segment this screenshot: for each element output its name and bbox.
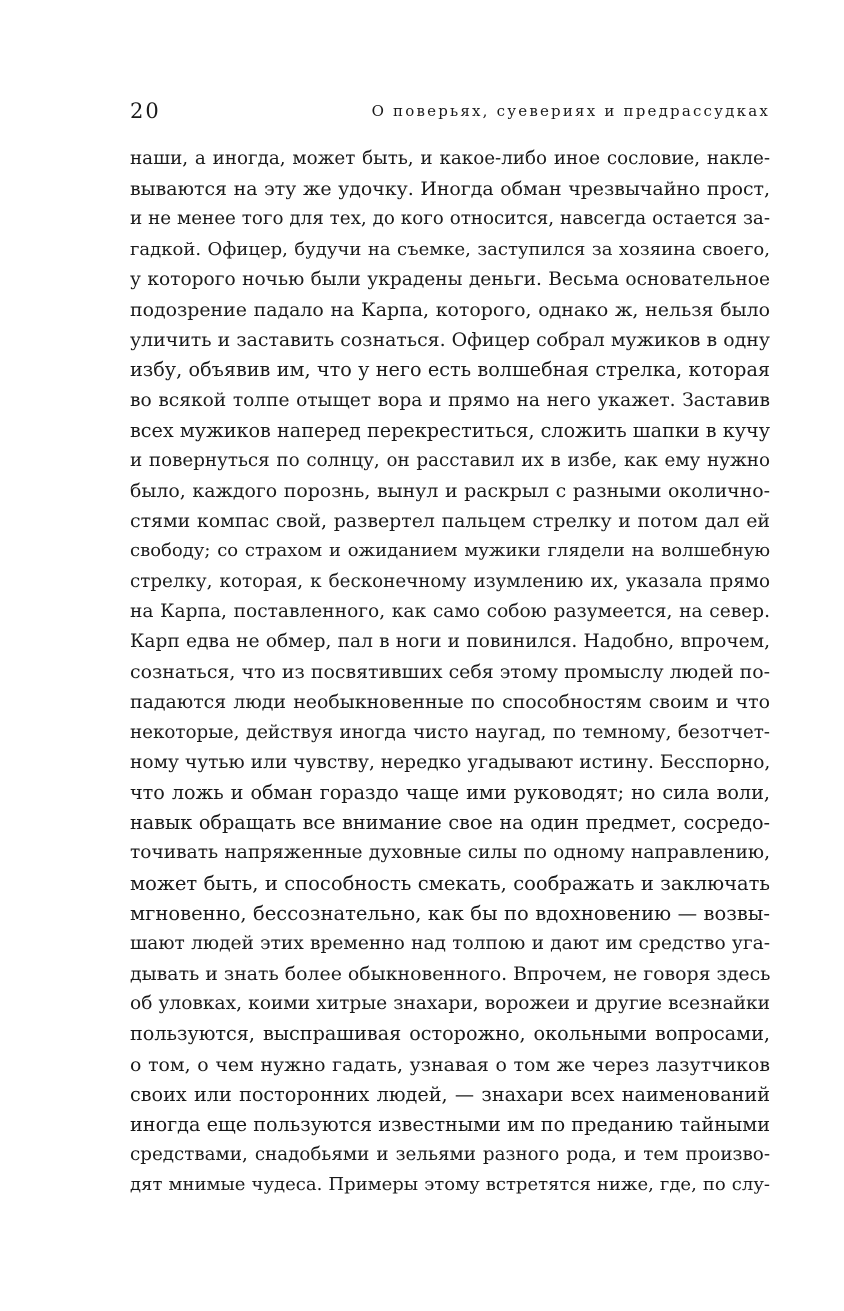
text-line: дывать и знать более обыкновенного. Впрочем, не говоря здесь (130, 963, 770, 986)
page-number: 20 (130, 99, 161, 123)
text-line: может быть, и способность смекать, соображать и заключать (130, 871, 770, 895)
text-line: всех мужиков наперед перекреститься, сложить шапки в кучу (130, 418, 770, 442)
text-line: средствами, снадобьями и зельями разного рода, и тем произво- (130, 1144, 770, 1166)
text-line: стями компас свой, развертел пальцем стрелку и потом дал ей (130, 510, 770, 533)
text-line: гадкой. Офицер, будучи на съемке, заступился за хозяина своего, (130, 238, 770, 260)
page-header (130, 96, 770, 126)
text-line: Карп едва не обмер, пал в ноги и повинился. Надобно, впрочем, (130, 631, 770, 652)
text-line: на Карпа, поставленного, как само собою разумеется, на север. (130, 600, 770, 622)
text-line: уличить и заставить сознаться. Офицер собрал мужиков в одну (130, 329, 770, 352)
text-line: навык обращать все внимание свое на один предмет, сосредо- (130, 811, 770, 835)
text-line: стрелку, которая, к бесконечному изумлению их, указала прямо (130, 570, 770, 592)
body-text (130, 144, 770, 1201)
text-line: иногда еще пользуются известными им по преданию тайными (130, 1113, 770, 1136)
text-line: пользуются, выспрашивая осторожно, окольными вопросами, (130, 1022, 770, 1046)
running-head: О поверьях, суевериях и предрассудках (371, 102, 770, 120)
text-line: наши, а иногда, может быть, и какое-либо иное сословие, накле- (130, 148, 770, 169)
text-line: некоторые, действуя иногда чисто наугад, по темному, безотчет- (130, 721, 770, 743)
text-line: и не менее того для тех, до кого относится, навсегда остается за- (130, 208, 770, 230)
text-line: и повернуться по солнцу, он расставил их в избе, как ему нужно (130, 449, 770, 471)
text-line: падаются люди необыкновенные по способностям своим и что (130, 691, 770, 714)
text-line: вываются на эту же удочку. Иногда обман чрезвычайно прост, (130, 178, 770, 201)
text-line: избу, объявив им, что у него есть волшебная стрелка, которая (130, 358, 770, 382)
text-line: сознаться, что из посвятивших себя этому промыслу людей по- (130, 661, 770, 684)
text-line: что ложь и обман гораздо чаще ими руководят; но сила воли, (130, 780, 770, 804)
text-line: свободу; со страхом и ожиданием мужики глядели на волшебную (130, 540, 770, 562)
text-line: своих или посторонних людей, — знахари всех наименований (130, 1082, 770, 1106)
text-line: мгновенно, бессознательно, как бы по вдохновению — возвы- (130, 901, 770, 925)
text-line: у которого ночью были украдены деньги. Весьма основательное (130, 268, 770, 290)
text-line: об уловках, коими хитрые знахари, ворожеи и другие всезнайки (130, 993, 770, 1015)
text-line: ному чутью или чувству, нередко угадывают истину. Бесспорно, (130, 751, 770, 773)
text-line: подозрение падало на Карпа, которого, однако ж, нельзя было (130, 298, 770, 321)
text-line: дят мнимые чудеса. Примеры этому встретятся ниже, где, по слу- (130, 1174, 770, 1196)
text-line: было, каждого порознь, вынул и раскрыл с разными околично- (130, 480, 770, 503)
text-line: точивать напряженные духовные силы по одному направлению, (130, 842, 770, 864)
text-line: во всякой толпе отыщет вора и прямо на него укажет. Заставив (130, 389, 770, 411)
text-line: о том, о чем нужно гадать, узнавая о том же через лазутчиков (130, 1053, 770, 1076)
text-line: шают людей этих временно над толпою и дают им средство уга- (130, 932, 770, 954)
